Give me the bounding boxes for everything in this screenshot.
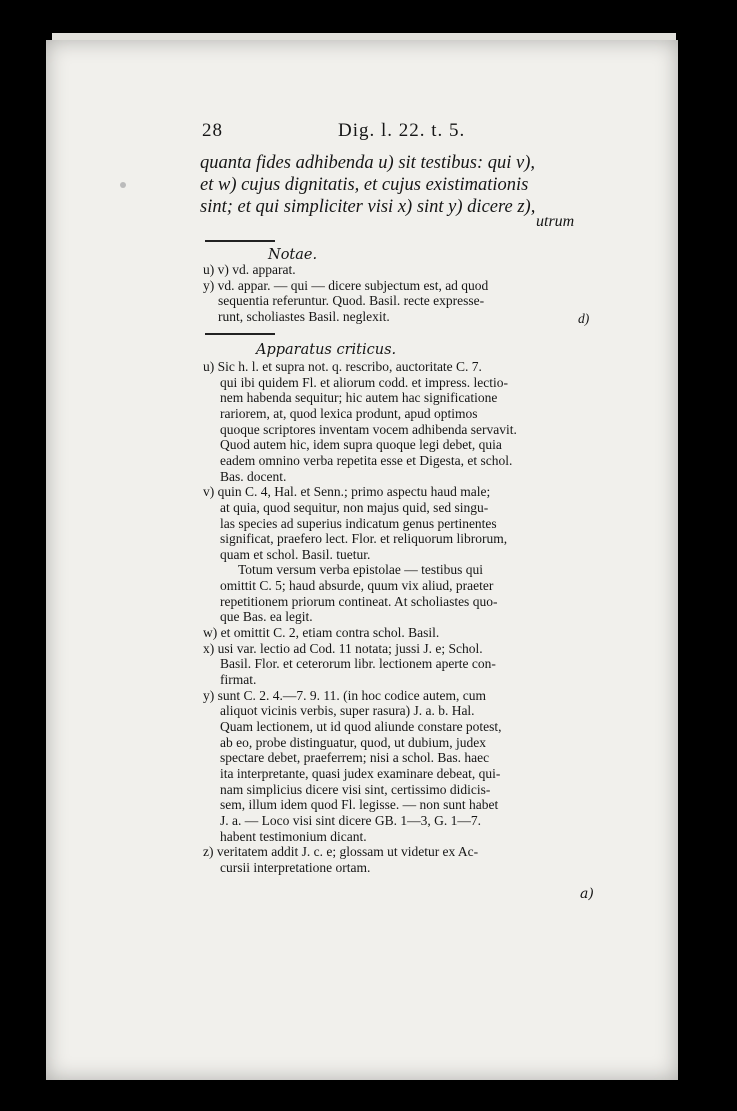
apparatus-line: quam et schol. Basil. tuetur. <box>220 546 371 562</box>
apparatus-line: quoque scriptores inventam vocem adhibenda servavit. <box>220 421 517 437</box>
notae-end-mark: d) <box>578 311 590 326</box>
apparatus-line: ab eo, probe distinguatur, quod, ut dubium, judex <box>220 734 487 750</box>
apparatus-line: repetitionem priorum contineat. At scholiastes quo- <box>220 593 498 609</box>
apparatus-line: J. a. — Loco visi sint dicere GB. 1—3, G. 1—7. <box>220 812 481 828</box>
apparatus-line: nam simplicius dicere visi sint, certissimo didicis- <box>220 781 491 797</box>
apparatus-line: omittit C. 5; haud absurde, quum vix aliud, praeter <box>220 578 494 594</box>
running-head: Dig. l. 22. t. 5. <box>338 120 466 141</box>
apparatus-line: las species ad superius indicatum genus pertinentes <box>220 515 497 531</box>
divider <box>205 333 275 335</box>
apparatus-line: sem, illum idem quod Fl. legisse. — non sunt habet <box>220 797 499 813</box>
apparatus-line: Totum versum verba epistolae — testibus qui <box>238 562 484 578</box>
apparatus-line: Basil. Flor. et ceterorum libr. lectionem aperte con- <box>220 656 496 672</box>
apparatus-line: aliquot vicinis verbis, super rasura) J. a. b. Hal. <box>220 703 475 719</box>
apparatus-line: Bas. docent. <box>220 468 287 484</box>
apparatus-line: nem habenda sequitur; hic autem hac significatione <box>220 390 498 406</box>
apparatus-line: significat, praefero lect. Flor. et reliquorum librorum, <box>220 531 508 547</box>
apparatus-line: cursii interpretatione ortam. <box>220 859 371 875</box>
apparatus-line: que Bas. ea legit. <box>220 609 313 625</box>
verse-line-3: sint; et qui simpliciter visi x) sint y) dicere z), <box>200 197 536 217</box>
notae-line: u) v) vd. apparat. <box>203 262 296 277</box>
notae-line: sequentia referuntur. Quod. Basil. recte expresse- <box>218 293 485 308</box>
divider <box>205 240 275 242</box>
apparatus-line: firmat. <box>220 672 257 687</box>
apparatus-line: u) Sic h. l. et supra not. q. rescribo, auctoritate C. 7. <box>203 359 482 374</box>
catchword: a) <box>580 886 594 902</box>
apparatus-line: w) et omittit C. 2, etiam contra schol. Basil. <box>203 625 440 641</box>
apparatus-line: Quod autem hic, idem supra quoque legi debet, quia <box>220 437 502 453</box>
notae-title: Notae. <box>268 247 318 263</box>
apparatus-line: ita interpretante, quasi judex examinare debeat, qui- <box>220 765 501 781</box>
apparatus-line: y) sunt C. 2. 4.—7. 9. 11. (in hoc codice autem, cum <box>203 687 486 703</box>
apparatus-line: z) veritatem addit J. c. e; glossam ut videtur ex Ac- <box>203 844 479 860</box>
apparatus-line: v) quin C. 4, Hal. et Senn.; primo aspectu haud male; <box>203 484 491 500</box>
apparatus-line: eadem omnino verba repetita esse et Digesta, et schol. <box>220 452 513 468</box>
page-number: 28 <box>202 120 223 141</box>
apparatus-line: Quam lectionem, ut id quod aliunde constare potest, <box>220 718 502 734</box>
apparatus-line: rariorem, at, quod lexica produnt, apud optimos <box>220 405 478 421</box>
verse-line-2: et w) cujus dignitatis, et cujus existimationis <box>200 175 529 195</box>
verse-catchword: utrum <box>536 213 575 230</box>
notae-line: y) vd. appar. — qui — dicere subjectum est, ad quod <box>203 277 489 293</box>
apparatus-line: spectare debet, praeferrem; nisi a schol. Bas. haec <box>220 750 490 766</box>
apparatus-line: at quia, quod sequitur, non majus quid, sed singu- <box>220 499 489 515</box>
apparatus-line: qui ibi quidem Fl. et aliorum codd. et impress. lectio- <box>220 374 508 390</box>
ink-blot <box>120 182 126 188</box>
notae-line: runt, scholiastes Basil. neglexit. <box>218 308 390 324</box>
apparatus-line: habent testimonium dicant. <box>220 828 367 844</box>
apparatus-title: Apparatus criticus. <box>256 342 397 358</box>
verse-line-1: quanta fides adhibenda u) sit testibus: qui v), <box>200 153 536 173</box>
apparatus-line: x) usi var. lectio ad Cod. 11 notata; jussi J. e; Schol. <box>203 640 483 656</box>
